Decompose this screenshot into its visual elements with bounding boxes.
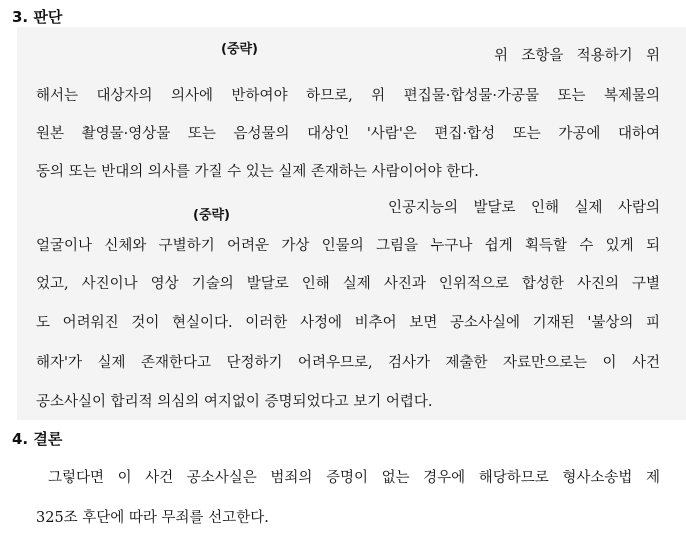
paragraph-fragment: 인공지능의 발달로 인해 실제 사람의 bbox=[388, 200, 660, 216]
paragraph-line: 얼굴이나 신체와 구별하기 어려운 가상 인물의 그림을 누구나 쉽게 획득할 수 있게 되 bbox=[36, 238, 660, 254]
omission-marker: (중략) bbox=[221, 42, 258, 57]
section-heading-conclusion: 4. 결론 bbox=[12, 430, 63, 448]
paragraph-line: 325조 후단에 따라 무죄를 선고한다. bbox=[36, 510, 269, 526]
omission-marker: (중략) bbox=[193, 208, 230, 223]
paragraph-fragment: 위 조항을 적용하기 위 bbox=[494, 48, 660, 64]
paragraph-line: 동의 또는 반대의 의사를 가질 수 있는 실제 존재하는 사람이어야 한다. bbox=[36, 164, 479, 180]
paragraph-line: 원본 촬영물·영상물 또는 음성물의 대상인 '사람'은 편집·합성 또는 가공에 대하여 bbox=[36, 126, 660, 142]
paragraph-line: 그렇다면 이 사건 공소사실은 범죄의 증명이 없는 경우에 해당하므로 형사소송법 제 bbox=[48, 470, 660, 486]
section-heading-judgment: 3. 판단 bbox=[12, 8, 63, 26]
paragraph-line: 공소사실이 합리적 의심의 여지없이 증명되었다고 보기 어렵다. bbox=[36, 394, 433, 410]
paragraph-line: 도 어려워진 것이 현실이다. 이러한 사정에 비추어 보면 공소사실에 기재된 '불상의 피 bbox=[36, 315, 660, 331]
paragraph-line: 해서는 대상자의 의사에 반하여야 하므로, 위 편집물·합성물·가공물 또는 복제물의 bbox=[36, 88, 660, 104]
paragraph-line: 었고, 사진이나 영상 기술의 발달로 인해 실제 사진과 인위적으로 합성한 사진의 구별 bbox=[36, 276, 660, 292]
paragraph-line: 해자'가 실제 존재한다고 단정하기 어려우므로, 검사가 제출한 자료만으로는 이 사건 bbox=[36, 355, 660, 371]
